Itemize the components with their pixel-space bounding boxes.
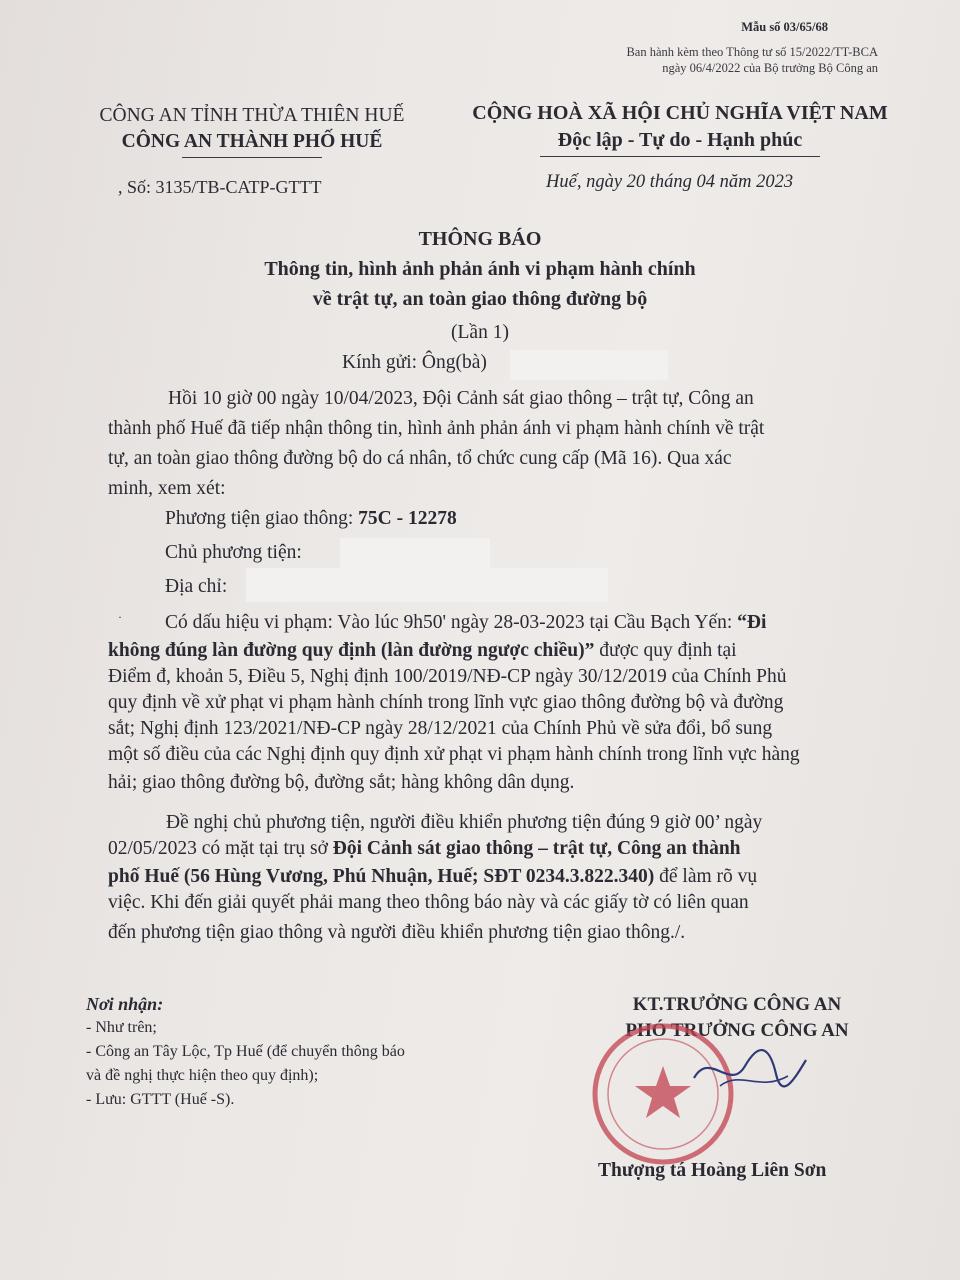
intro-line: Hồi 10 giờ 00 ngày 10/04/2023, Đội Cảnh sát giao thông – trật tự, Công an (168, 388, 754, 409)
vehicle-plate (165, 508, 457, 530)
violation-line: quy định về xử phạt vi phạm hành chính trong lĩnh vực giao thông đường bộ và đường (108, 692, 784, 713)
violation-text: Có dấu hiệu vi phạm: Vào lúc 9h50' ngày 28-03-2023 tại Cầu Bạch Yến: (165, 612, 733, 633)
request-office: phố Huế (56 Hùng Vương, Phú Nhuận, Huế; SĐT 0234.3.822.340) (108, 866, 655, 887)
signature-line: PHÓ TRƯỞNG CÔNG AN (625, 1020, 849, 1041)
document-subtitle: về trật tự, an toàn giao thông đường bộ (312, 288, 648, 310)
motto: Độc lập - Tự do - Hạnh phúc (557, 129, 803, 151)
form-note (626, 44, 878, 76)
document-title: THÔNG BÁO (418, 228, 542, 250)
attempt-number: (Lần 1) (451, 322, 509, 343)
form-note-line: Ban hành kèm theo Thông tư số 15/2022/TT-BCA (626, 45, 878, 59)
address-label: Địa chỉ: (165, 576, 228, 597)
violation-text: được quy định tại (599, 640, 737, 661)
intro-line: thành phố Huế đã tiếp nhận thông tin, hình ảnh phản ánh vi phạm hành chính về trật (108, 418, 765, 439)
recipients (86, 992, 405, 1112)
violation-line (165, 612, 766, 634)
request-office: Đội Cảnh sát giao thông – trật tự, Công an thành (332, 838, 741, 859)
form-note-line: ngày 06/4/2022 của Bộ trưởng Bộ Công an (662, 61, 878, 75)
violation-quote: không đúng làn đường quy định (làn đường ngược chiều)” (108, 640, 595, 661)
form-code: Mẫu số 03/65/68 (741, 20, 828, 34)
plate-label: Phương tiện giao thông: (165, 508, 354, 529)
salutation: Kính gửi: Ông(bà) (342, 352, 487, 373)
divider (182, 157, 322, 158)
violation-line (108, 640, 737, 662)
document-subtitle: Thông tin, hình ảnh phản ánh vi phạm hành chính (264, 258, 696, 280)
national-header (440, 100, 920, 157)
redacted-address (246, 568, 608, 602)
recipient-item: - Như trên; (86, 1019, 157, 1036)
request-line: Đề nghị chủ phương tiện, người điều khiển phương tiện đúng 9 giờ 00’ ngày (166, 812, 763, 833)
owner-label: Chủ phương tiện: (165, 542, 302, 563)
signature-line: KT.TRƯỞNG CÔNG AN (632, 994, 842, 1015)
violation-line: sắt; Nghị định 123/2021/NĐ-CP ngày 28/12/2021 của Chính Phủ về sửa đổi, bổ sung (108, 718, 773, 739)
document-number: , Số: 3135/TB-CATP-GTTT (118, 177, 322, 197)
nation-name: CỘNG HOÀ XÃ HỘI CHỦ NGHĨA VIỆT NAM (472, 102, 888, 124)
request-line: việc. Khi đến giải quyết phải mang theo thông báo này và các giấy tờ có liên quan (108, 892, 749, 913)
request-text: 02/05/2023 có mặt tại trụ sở (108, 838, 328, 859)
violation-line: Điểm đ, khoản 5, Điều 5, Nghị định 100/2019/NĐ-CP ngày 30/12/2019 của Chính Phủ (108, 666, 787, 687)
divider (540, 156, 820, 157)
agency-parent: CÔNG AN TỈNH THỪA THIÊN HUẾ (99, 105, 405, 126)
intro-line: minh, xem xét: (108, 478, 226, 499)
signer-name: Thượng tá Hoàng Liên Sơn (598, 1160, 827, 1181)
bullet-mark: · (118, 610, 122, 624)
request-line (108, 866, 757, 888)
redacted-owner (340, 538, 490, 570)
recipients-heading: Nơi nhận: (86, 994, 164, 1014)
violation-line: một số điều của các Nghị định quy định xử phạt vi phạm hành chính trong lĩnh vực hàng (108, 744, 800, 765)
plate-value: 75C - 12278 (358, 508, 457, 529)
recipient-item: - Công an Tây Lộc, Tp Huế (để chuyển thông báo (86, 1043, 405, 1060)
violation-quote: “Đi (737, 612, 767, 633)
intro-line: tự, an toàn giao thông đường bộ do cá nhân, tổ chức cung cấp (Mã 16). Qua xác (108, 448, 732, 469)
request-line (108, 838, 741, 860)
recipient-item: và đề nghị thực hiện theo quy định); (86, 1067, 319, 1084)
request-line: đến phương tiện giao thông và người điều khiển phương tiện giao thông./. (108, 922, 686, 943)
request-text: để làm rõ vụ (659, 866, 758, 887)
agency-unit: CÔNG AN THÀNH PHỐ HUẾ (121, 131, 383, 152)
place-date: Huế, ngày 20 tháng 04 năm 2023 (546, 172, 794, 192)
violation-line: hải; giao thông đường bộ, đường sắt; hàng không dân dụng. (108, 772, 575, 793)
issuing-agency (82, 103, 422, 158)
redacted-name (510, 350, 668, 380)
recipient-item: - Lưu: GTTT (Huế -S). (86, 1091, 235, 1108)
handwritten-signature-icon (690, 1040, 810, 1100)
